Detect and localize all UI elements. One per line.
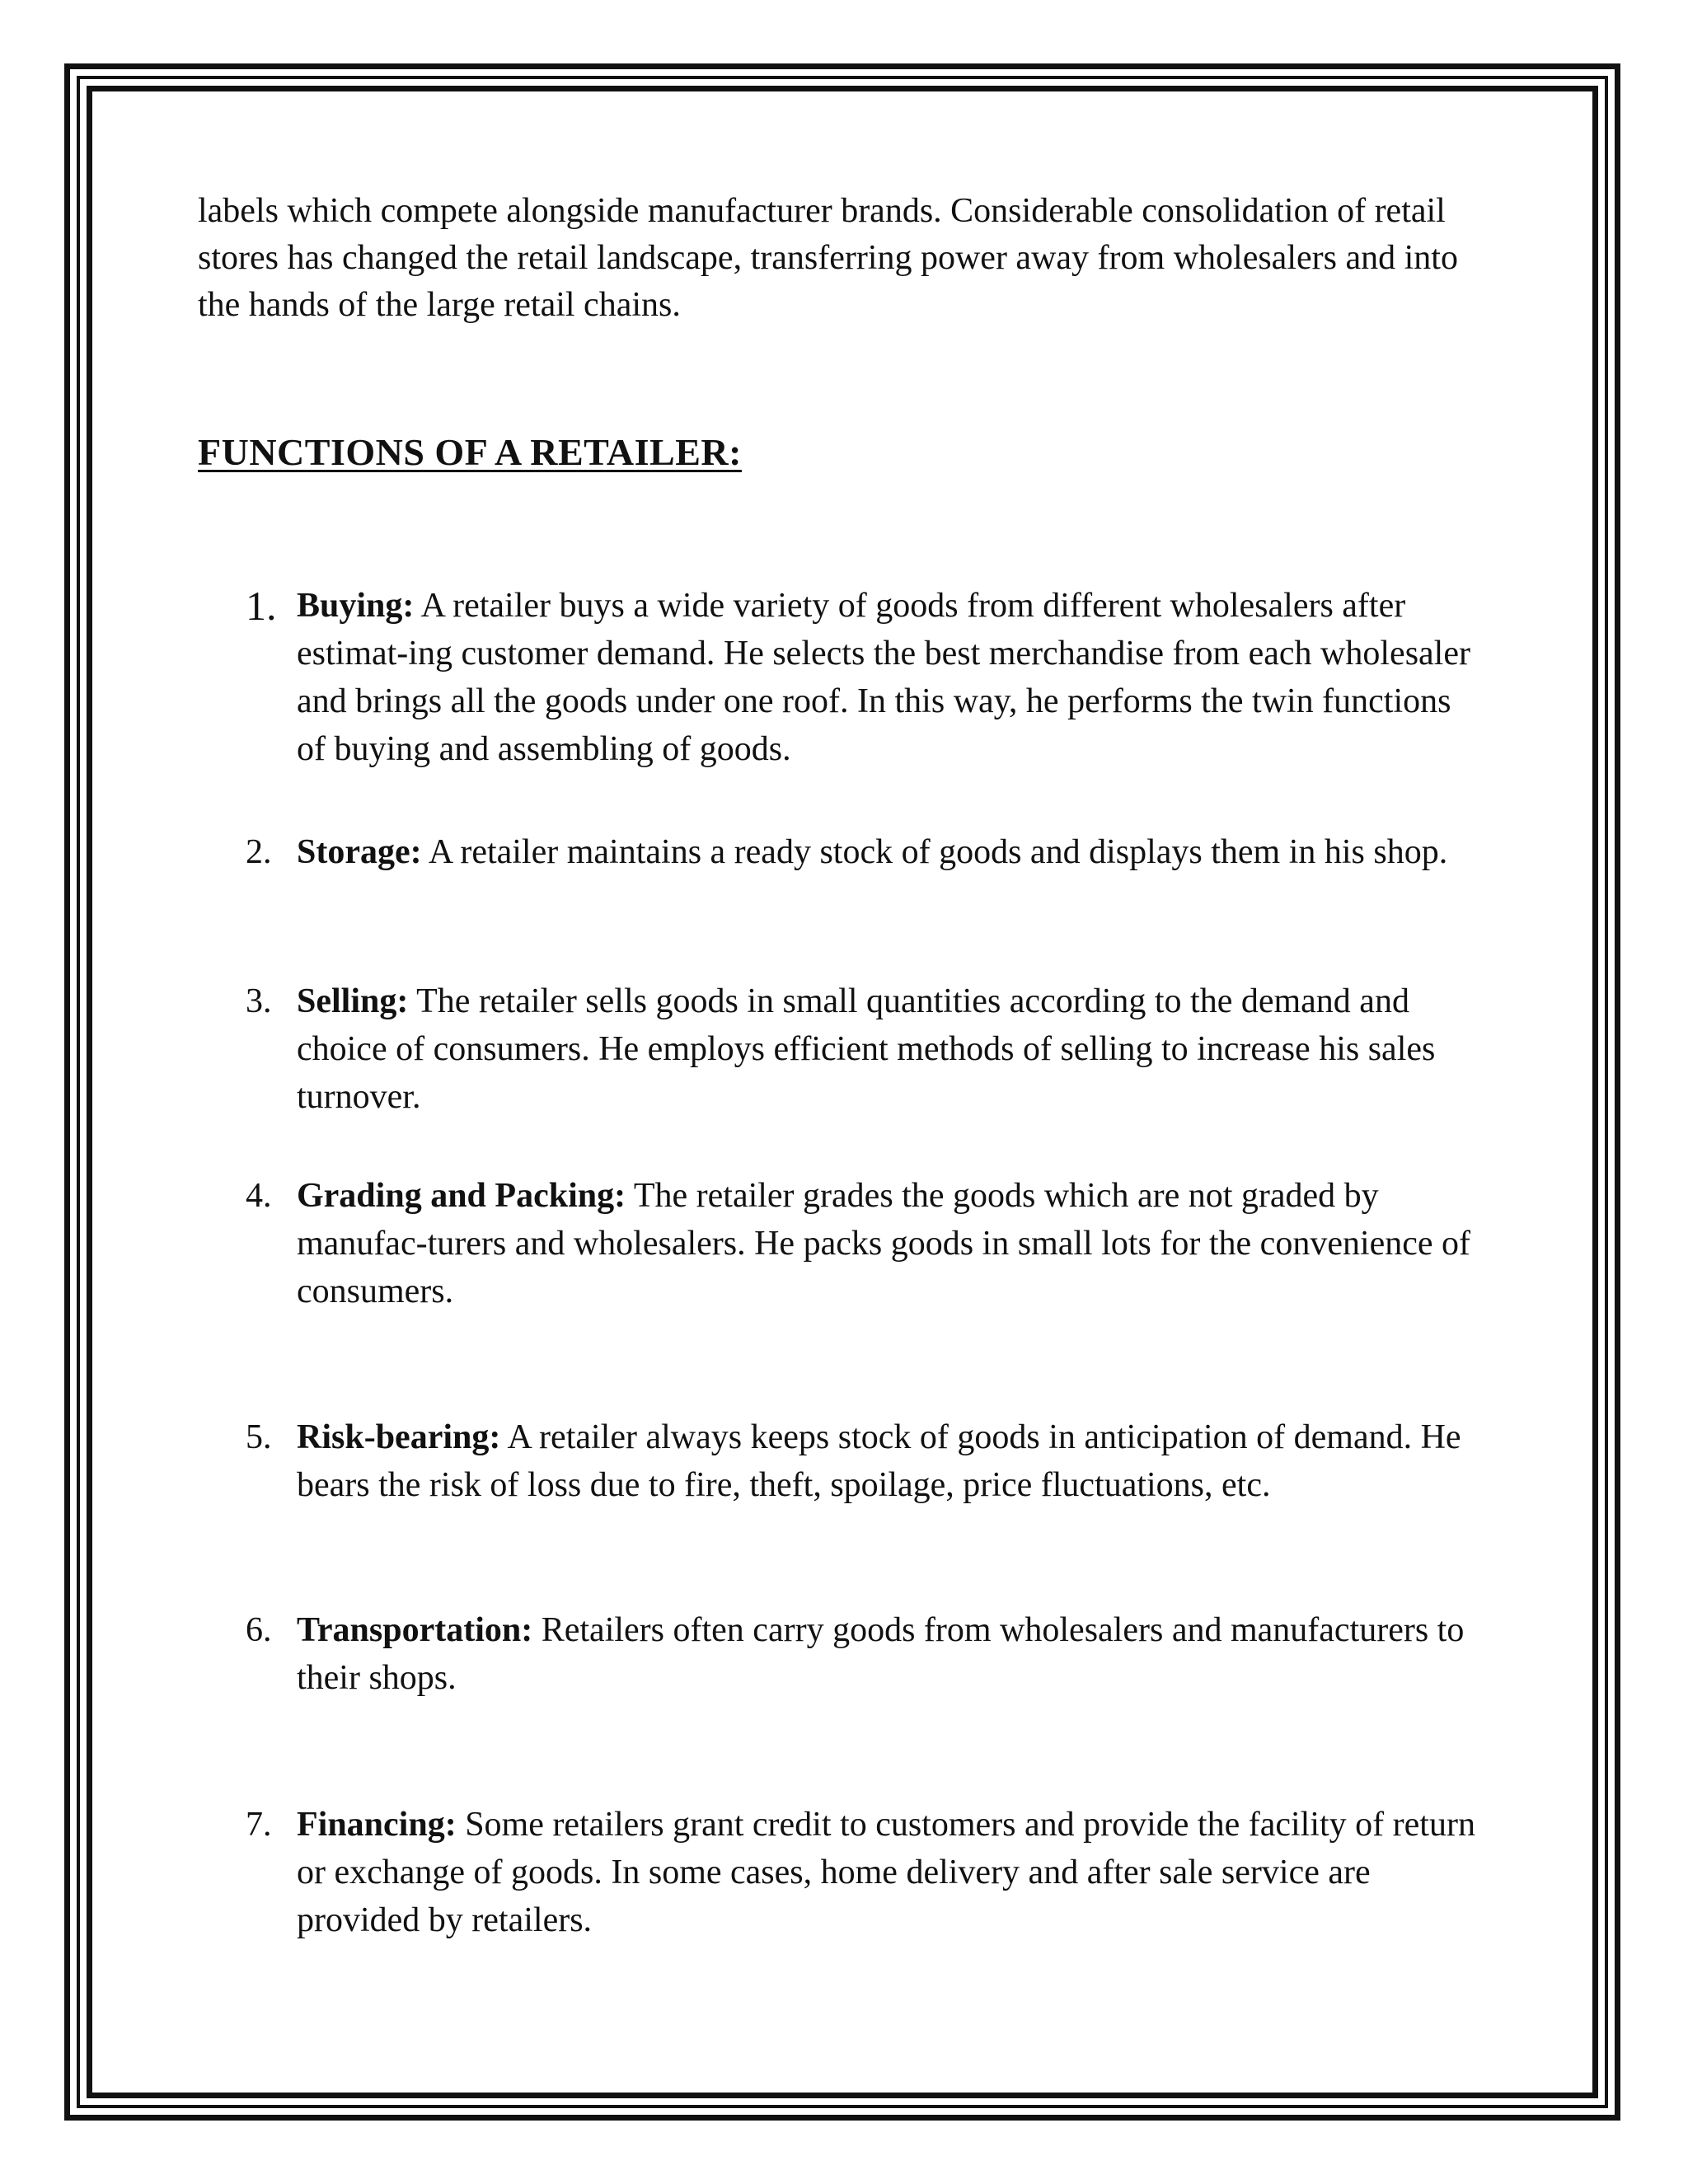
list-item-body xyxy=(297,1172,1482,1315)
list-item xyxy=(246,1172,1482,1315)
list-item xyxy=(246,977,1482,1121)
list-item-body xyxy=(297,1413,1482,1509)
list-item-text: Some retailers grant credit to customers and provide the facility of return or exchange of goods. In some cases, home delivery and after sale service are provided by retailers. xyxy=(297,1806,1475,1939)
list-item-term: Financing: xyxy=(297,1806,457,1844)
list-item-term: Buying: xyxy=(297,587,415,625)
section-heading: FUNCTIONS OF A RETAILER: xyxy=(198,431,742,473)
list-item xyxy=(246,1413,1482,1509)
list-item-term: Transportation: xyxy=(297,1611,533,1649)
list-number: 1. xyxy=(246,583,277,629)
list-item xyxy=(246,582,1482,773)
list-item-term: Grading and Packing: xyxy=(297,1177,626,1215)
list-item xyxy=(246,1801,1482,1944)
list-item-term: Selling: xyxy=(297,982,409,1020)
list-item-term: Risk-bearing: xyxy=(297,1418,501,1456)
list-item-text: A retailer buys a wide variety of goods from different wholesalers after estimat-ing customer demand. He selects the best merchandise from each wholesaler and brings all the goods under one roof. In this way, he performs the twin functions of buying and assembling of goods. xyxy=(297,587,1470,768)
list-number: 2. xyxy=(246,833,272,871)
list-item-body xyxy=(297,1801,1482,1944)
list-item-body xyxy=(297,1606,1482,1702)
list-item-body xyxy=(297,828,1482,876)
intro-paragraph: labels which compete alongside manufacturer brands. Considerable consolidation of retail stores has changed the retail landscape, transferring power away from wholesalers and into the hands of the large retail chains. xyxy=(198,192,1458,324)
list-item-text: Retailers often carry goods from wholesalers and manufacturers to their shops. xyxy=(297,1611,1465,1697)
list-number: 5. xyxy=(246,1418,272,1456)
list-item-text: A retailer maintains a ready stock of goods and displays them in his shop. xyxy=(428,833,1448,871)
list-item-text: The retailer grades the goods which are not graded by manufac-turers and wholesalers. He packs goods in small lots for the convenience of consumers. xyxy=(297,1177,1471,1310)
list-item-body xyxy=(297,977,1482,1121)
document-body xyxy=(198,188,1467,329)
list-number: 6. xyxy=(246,1611,272,1649)
list-number: 7. xyxy=(246,1806,272,1844)
list-item xyxy=(246,1606,1482,1702)
list-number: 3. xyxy=(246,982,272,1020)
list-item-body xyxy=(297,582,1482,773)
list-item xyxy=(246,828,1482,876)
list-item-text: A retailer always keeps stock of goods in anticipation of demand. He bears the risk of loss due to fire, theft, spoilage, price fluctuations, etc. xyxy=(297,1418,1461,1504)
list-item-text: The retailer sells goods in small quantities according to the demand and choice of consumers. He employs efficient methods of selling to increase his sales turnover. xyxy=(297,982,1436,1116)
list-item-term: Storage: xyxy=(297,833,422,871)
list-number: 4. xyxy=(246,1177,272,1215)
